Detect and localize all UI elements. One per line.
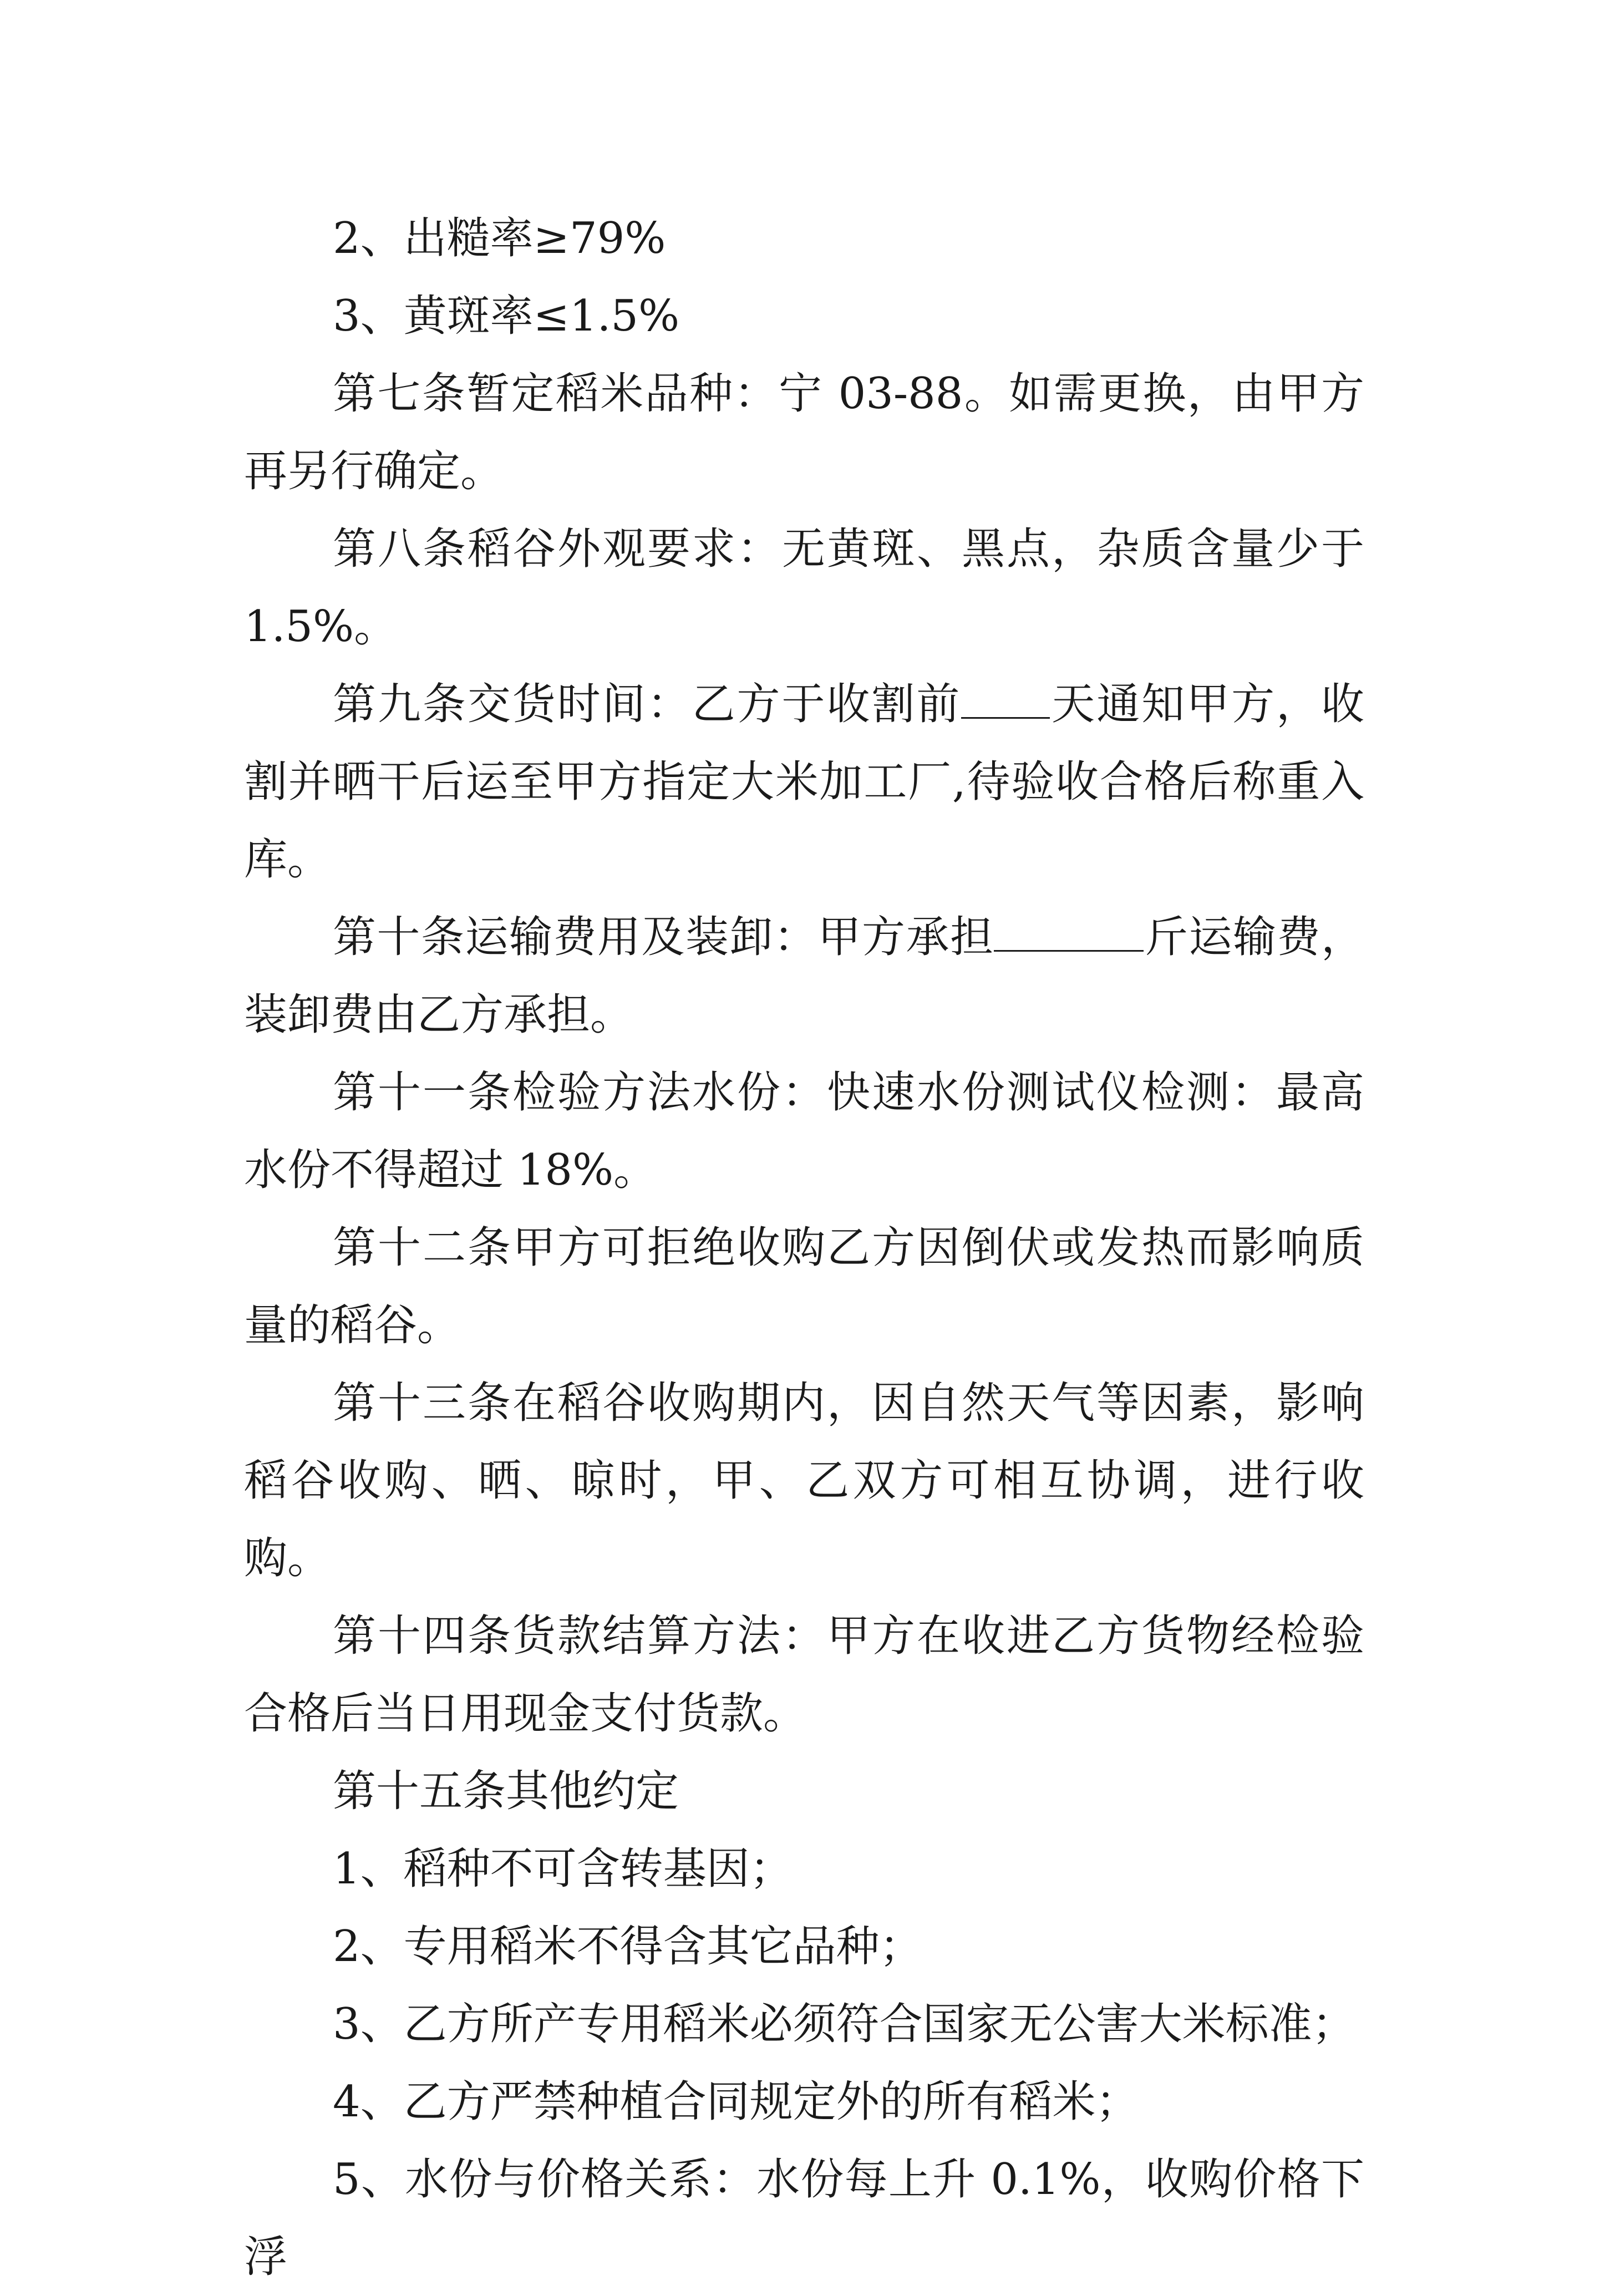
article-10-text-before: 第十条运输费用及装卸：甲方承担 — [333, 912, 994, 962]
quality-item-2: 2、出糙率≥79% — [333, 214, 666, 263]
article-9-text-after: 天通知甲方，收割并晒干后运至甲方指定大米加工厂,待验收合格后称重入库。 — [244, 679, 1364, 885]
article-8-appearance: 第八条稻谷外观要求：无黄斑、黑点，杂质含量少于 1.5%。 — [244, 524, 1364, 652]
blank-days-field — [961, 683, 1050, 719]
article-12-rejection: 第十二条甲方可拒绝收购乙方因倒伏或发热而影响质量的稻谷。 — [244, 1223, 1364, 1350]
quality-item-3: 3、黄斑率≤1.5% — [333, 291, 680, 341]
other-term-2: 2、专用稻米不得含其它品种； — [333, 1922, 923, 1972]
document-body — [244, 200, 1364, 2296]
other-term-1: 1、稻种不可含转基因； — [333, 1844, 793, 1894]
other-term-3: 3、乙方所产专用稻米必须符合国家无公害大米标准； — [333, 1999, 1355, 2049]
article-13-weather: 第十三条在稻谷收购期内，因自然天气等因素，影响稻谷收购、晒、晾时，甲、乙双方可相互协调，进行收购。 — [244, 1378, 1364, 1583]
other-term-5: 5、水份与价格关系：水份每上升 0.1%，收购价格下浮 — [244, 2155, 1364, 2282]
article-9-delivery-time — [244, 666, 1364, 898]
other-term-4: 4、乙方严禁种植合同规定外的所有稻米； — [333, 2077, 1139, 2127]
blank-weight-field — [994, 916, 1144, 952]
article-9-text-before: 第九条交货时间：乙方于收割前 — [333, 679, 962, 729]
article-10-text-after: 斤运输费，装卸费由乙方承担。 — [244, 912, 1364, 1040]
article-10-transport-cost — [244, 898, 1364, 1054]
article-7-rice-variety: 第七条暂定稻米品种：宁 03-88。如需更换，由甲方再另行确定。 — [244, 369, 1364, 496]
article-11-inspection: 第十一条检验方法水份：快速水份测试仪检测：最高水份不得超过 18%。 — [244, 1068, 1364, 1195]
article-15-other-terms: 第十五条其他约定 — [333, 1766, 679, 1816]
article-14-payment: 第十四条货款结算方法：甲方在收进乙方货物经检验合格后当日用现金支付货款。 — [244, 1611, 1364, 1739]
